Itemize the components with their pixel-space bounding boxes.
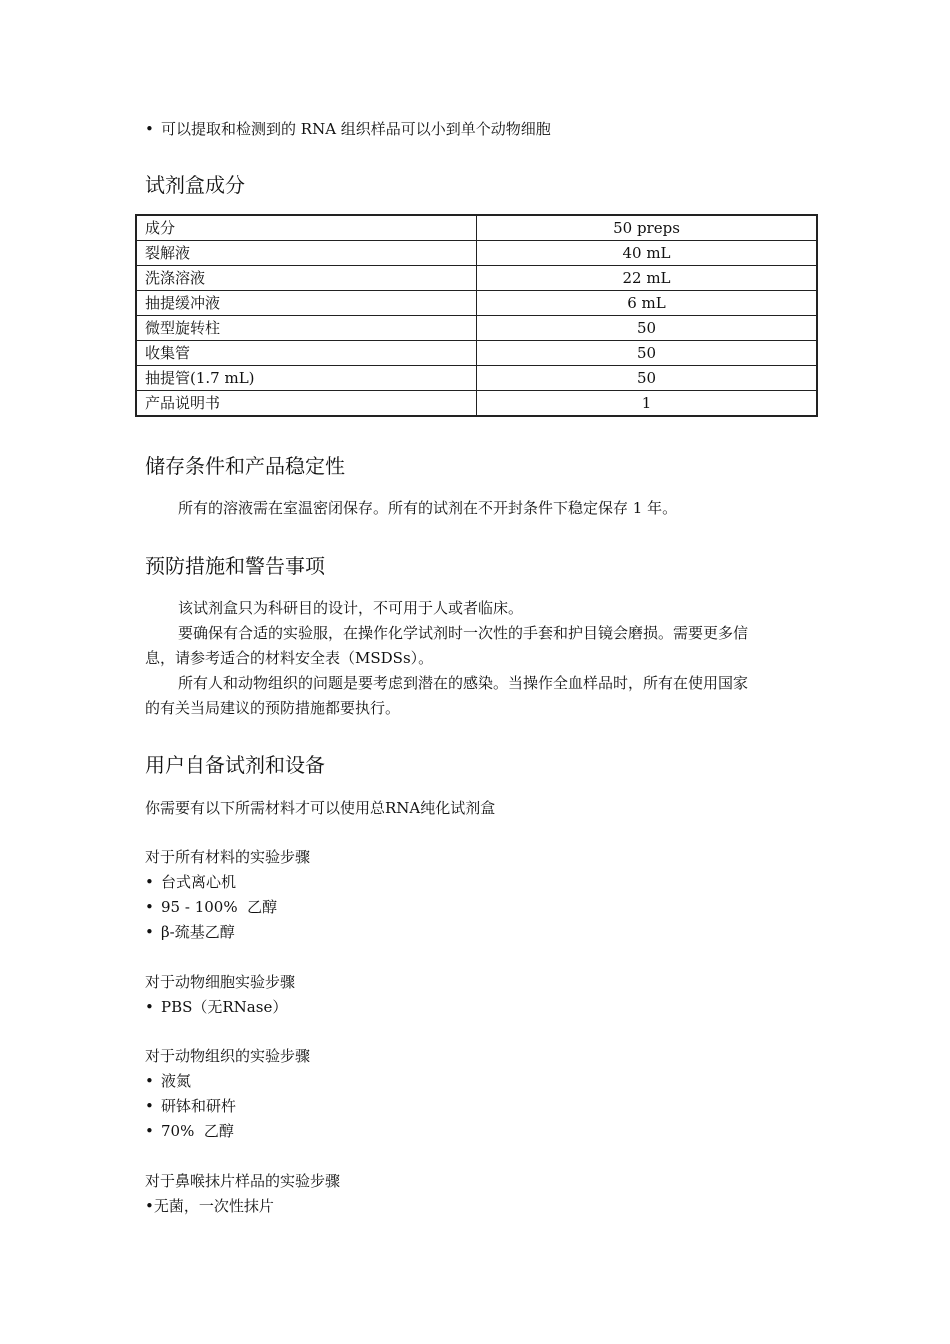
table-cell-name: 抽提缓冲液 — [136, 291, 477, 316]
table-cell-name: 产品说明书 — [136, 391, 477, 417]
table-row — [136, 391, 817, 417]
precautions-paragraph-2-line-2: 息，请参考适合的材料安全表（MSDSs）。 — [145, 649, 434, 667]
table-row — [136, 316, 817, 341]
section-title-components: 试剂盒成分 — [145, 173, 245, 197]
precautions-paragraph-3-line-1: 所有人和动物组织的问题是要考虑到潜在的感染。当操作全血样品时，所有在使用国家 — [178, 674, 749, 692]
table-row — [136, 266, 817, 291]
list-item — [145, 897, 277, 917]
table-row — [136, 366, 817, 391]
bullet-marker: • — [145, 1122, 154, 1140]
user-supplied-intro: 你需要有以下所需材料才可以使用总RNA纯化试剂盒 — [145, 799, 496, 817]
components-table — [135, 214, 818, 417]
list-item — [145, 1071, 191, 1091]
bullet-marker: • — [145, 1197, 154, 1215]
list-item-text: 70% 乙醇 — [161, 1122, 234, 1140]
table-cell-qty: 40 mL — [477, 241, 818, 266]
group-title-animal-tissue: 对于动物组织的实验步骤 — [145, 1047, 311, 1065]
list-item-text: β-巯基乙醇 — [161, 923, 235, 941]
bullet-marker: • — [145, 998, 154, 1016]
table-header-cell: 50 preps — [477, 215, 818, 241]
list-item — [145, 997, 287, 1017]
table-cell-name: 抽提管(1.7 mL) — [136, 366, 477, 391]
table-cell-qty: 1 — [477, 391, 818, 417]
list-item-text: 研钵和研杵 — [161, 1097, 237, 1115]
section-title-user-supplied: 用户自备试剂和设备 — [145, 753, 325, 777]
list-item-text: PBS（无RNase） — [161, 998, 288, 1016]
bullet-marker: • — [145, 1072, 154, 1090]
table-cell-qty: 50 — [477, 316, 818, 341]
table-cell-name: 裂解液 — [136, 241, 477, 266]
storage-text: 所有的溶液需在室温密闭保存。所有的试剂在不开封条件下稳定保存 1 年。 — [178, 499, 678, 517]
section-title-storage: 储存条件和产品稳定性 — [145, 454, 345, 478]
table-row — [136, 341, 817, 366]
table-header-row — [136, 215, 817, 241]
precautions-paragraph-1: 该试剂盒只为科研目的设计，不可用于人或者临床。 — [178, 599, 524, 617]
precautions-paragraph-3-line-2: 的有关当局建议的预防措施都要执行。 — [145, 699, 401, 717]
list-item-text: 台式离心机 — [161, 873, 237, 891]
table-cell-name: 洗涤溶液 — [136, 266, 477, 291]
list-item-text: 95 - 100% 乙醇 — [161, 898, 278, 916]
table-cell-qty: 22 mL — [477, 266, 818, 291]
section-title-precautions: 预防措施和警告事项 — [145, 554, 325, 578]
bullet-marker: • — [145, 873, 154, 891]
list-item-text: 液氮 — [161, 1072, 192, 1090]
table-cell-qty: 50 — [477, 341, 818, 366]
group-title-swab: 对于鼻喉抹片样品的实验步骤 — [145, 1172, 341, 1190]
table-row — [136, 291, 817, 316]
bullet-marker: • — [145, 898, 154, 916]
list-item — [145, 1196, 274, 1216]
bullet-marker: • — [145, 120, 154, 138]
table-header-cell: 成分 — [136, 215, 477, 241]
table-cell-qty: 6 mL — [477, 291, 818, 316]
group-title-animal-cells: 对于动物细胞实验步骤 — [145, 973, 296, 991]
list-item — [145, 922, 235, 942]
intro-bullet-text: 可以提取和检测到的 RNA 组织样品可以小到单个动物细胞 — [161, 120, 551, 138]
intro-bullet — [145, 119, 551, 139]
table-row — [136, 241, 817, 266]
bullet-marker: • — [145, 1097, 154, 1115]
list-item-text: 无菌，一次性抹片 — [153, 1197, 274, 1215]
precautions-paragraph-2-line-1: 要确保有合适的实验服，在操作化学试剂时一次性的手套和护目镜会磨损。需要更多信 — [178, 624, 749, 642]
table-cell-name: 微型旋转柱 — [136, 316, 477, 341]
list-item — [145, 1096, 236, 1116]
table-cell-name: 收集管 — [136, 341, 477, 366]
table-cell-qty: 50 — [477, 366, 818, 391]
list-item — [145, 872, 236, 892]
list-item — [145, 1121, 234, 1141]
bullet-marker: • — [145, 923, 154, 941]
group-title-all-materials: 对于所有材料的实验步骤 — [145, 848, 311, 866]
